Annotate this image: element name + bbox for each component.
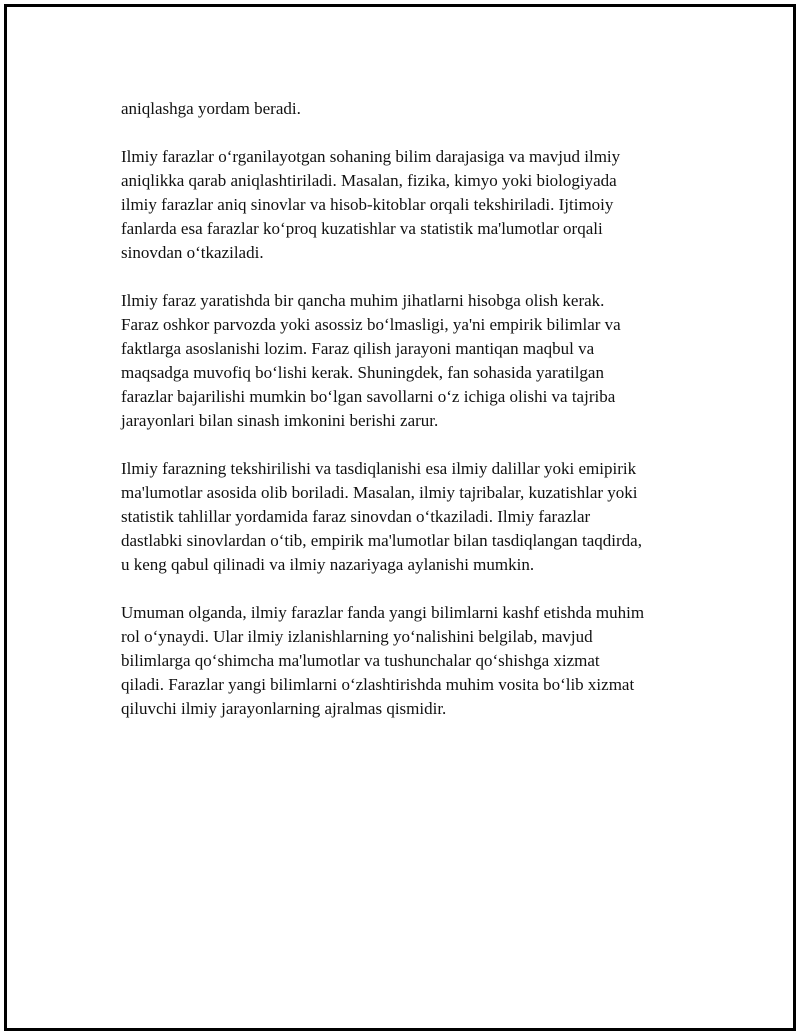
- paragraph-3: [121, 289, 721, 433]
- text-line: u keng qabul qilinadi va ilmiy nazariyaga aylanishi mumkin.: [121, 555, 535, 574]
- text-line: jarayonlari bilan sinash imkonini berishi zarur.: [121, 411, 439, 430]
- text-line: aniqlashga yordam beradi.: [121, 99, 301, 118]
- text-line: Ilmiy farazlar o‘rganilayotgan sohaning bilim darajasiga va mavjud ilmiy: [121, 147, 621, 166]
- text-line: maqsadga muvofiq bo‘lishi kerak. Shuningdek, fan sohasida yaratilgan: [121, 363, 604, 382]
- text-line: Ilmiy farazning tekshirilishi va tasdiqlanishi esa ilmiy dalillar yoki emipirik: [121, 459, 637, 478]
- paragraph-2: [121, 145, 721, 265]
- paragraph-1: [121, 97, 721, 121]
- text-line: aniqlikka qarab aniqlashtiriladi. Masalan, fizika, kimyo yoki biologiyada: [121, 171, 617, 190]
- page-frame: [4, 4, 796, 1031]
- text-line: qiluvchi ilmiy jarayonlarning ajralmas qismidir.: [121, 699, 447, 718]
- text-line: statistik tahlillar yordamida faraz sinovdan o‘tkaziladi. Ilmiy farazlar: [121, 507, 591, 526]
- text-line: dastlabki sinovlardan o‘tib, empirik ma'lumotlar bilan tasdiqlangan taqdirda,: [121, 531, 642, 550]
- text-line: qiladi. Farazlar yangi bilimlarni o‘zlashtirishda muhim vosita bo‘lib xizmat: [121, 675, 635, 694]
- text-line: farazlar bajarilishi mumkin bo‘lgan savollarni o‘z ichiga olishi va tajriba: [121, 387, 616, 406]
- text-line: ma'lumotlar asosida olib boriladi. Masalan, ilmiy tajribalar, kuzatishlar yoki: [121, 483, 638, 502]
- paragraph-5: [121, 601, 721, 721]
- text-line: rol o‘ynaydi. Ular ilmiy izlanishlarning yo‘nalishini belgilab, mavjud: [121, 627, 593, 646]
- document-body: [121, 97, 721, 745]
- text-line: ilmiy farazlar aniq sinovlar va hisob-kitoblar orqali tekshiriladi. Ijtimoiy: [121, 195, 614, 214]
- text-line: bilimlarga qo‘shimcha ma'lumotlar va tushunchalar qo‘shishga xizmat: [121, 651, 600, 670]
- text-line: Faraz oshkor parvozda yoki asossiz bo‘lmasligi, ya'ni empirik bilimlar va: [121, 315, 621, 334]
- text-line: fanlarda esa farazlar ko‘proq kuzatishlar va statistik ma'lumotlar orqali: [121, 219, 603, 238]
- paragraph-4: [121, 457, 721, 577]
- text-line: Ilmiy faraz yaratishda bir qancha muhim jihatlarni hisobga olish kerak.: [121, 291, 605, 310]
- text-line: sinovdan o‘tkaziladi.: [121, 243, 264, 262]
- text-line: Umuman olganda, ilmiy farazlar fanda yangi bilimlarni kashf etishda muhim: [121, 603, 645, 622]
- text-line: faktlarga asoslanishi lozim. Faraz qilish jarayoni mantiqan maqbul va: [121, 339, 595, 358]
